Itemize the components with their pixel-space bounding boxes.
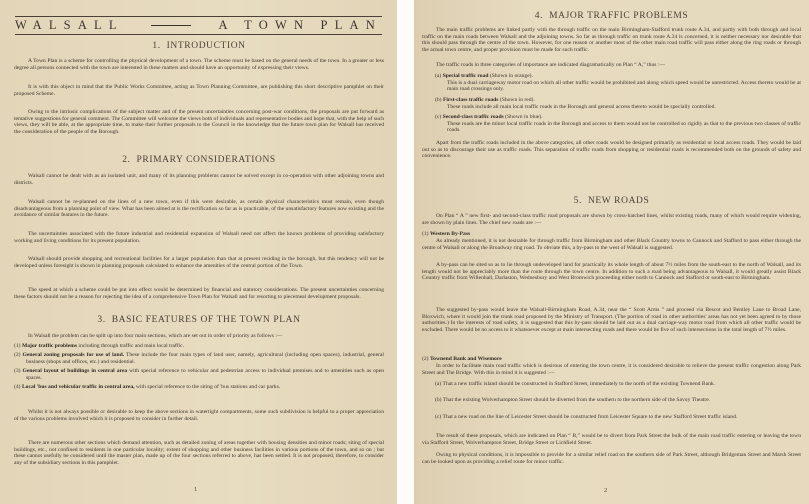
list-item: (3) General layout of buildings in central area with special reference to vehicular and pedestrian access to individual premises and to amenities such as open spaces. bbox=[14, 368, 384, 381]
section-primary-considerations bbox=[14, 155, 384, 165]
paragraph: A Town Plan is a scheme for controlling the physical development of a town. The scheme must be based on the general needs of the town. In a greater or less degree all persons connected with the town are interested in these matters and should have an opportunity of expressing their views. bbox=[14, 58, 384, 71]
section-new-roads bbox=[422, 196, 801, 206]
paragraph: In Walsall the problem can be split up into four main sections, which are set out in order of priority as follows :— bbox=[28, 333, 283, 339]
paragraph: Owing to physical conditions, it is impossible to provide for a similar relief road on the southern side of Park Street, although Bridgeman Street and Marsh Street can be looked upon as providing a relief route for minor traffic. bbox=[422, 452, 801, 465]
paragraph: Walsall should provide shopping and recreational facilities for a larger population than that at present residing in the borough, but this tendency will not be developed unless foresight is shown in planning proposals calculated to enhance the amenities of the central portion of the Town. bbox=[14, 256, 384, 269]
paragraph: The traffic roads in three categories of importance are indicated diagramatically on Plan “ A,” thus :— bbox=[436, 62, 665, 68]
list-item-first-class-roads: (b) First-class traffic roads (Shown in red). These roads include all main local traffic roads in the Borough and general access thereto would be specially controlled. bbox=[435, 97, 716, 110]
paragraph: The speed at which a scheme could be put into effect would be determined by financial and statutory considerations. The present uncertainties concerning these factors should not be a reason for rejecting the idea of a comprehensive Town Plan for Walsall and for resorting to piecemeal development proposals. bbox=[14, 287, 384, 300]
paragraph: In order to facilitate main road traffic which is desirous of entering the town centre, it is considered desirable to relieve the present traffic congestion along Park Street and The Bridge. With this in mind it is suggested :— bbox=[422, 363, 801, 376]
paragraph: The main traffic problems are linked partly with the through traffic on the main Birmingham-Stafford trunk route A.34, and partly with both through and local traffic on the main roads between Walsall and the adjoining towns. So far as through traffic on trunk route A.34 is concerned, it is neither necessary nor desirable that this should pass through the centre of the town. However, for one reason or another most of the other main road traffic will pass either along the ring roads or through the actual town centre, and proper provision must be made for such traffic. bbox=[422, 27, 801, 53]
page-1 bbox=[0, 0, 397, 504]
paragraph: Apart from the traffic roads included in the above categories, all other roads would be designed primarily as residential or local access roads. They would be laid out so as to discourage their use as traffic roads. This separation of traffic roads from shopping or residential roads is recommended both on the grounds of safety and convenience. bbox=[422, 140, 801, 160]
masthead-dash bbox=[151, 25, 191, 26]
page-number: 2 bbox=[604, 487, 608, 494]
section-heading: 3. BASIC FEATURES OF THE TOWN PLAN bbox=[97, 315, 301, 325]
list-item: (2) General zoning proposals for use of land. These include the four main types of land user, namely, agricultural (including open spaces), industrial, general business (shops and offices, etc.) and residential. bbox=[14, 352, 384, 365]
page-gutter bbox=[397, 0, 414, 504]
masthead bbox=[15, 16, 382, 35]
paragraph: It is with this object in mind that the Public Works Committee, acting as Town Planning Committee, are publishing this short descriptive pamphlet on their proposed Scheme. bbox=[14, 84, 384, 97]
paragraph: A by-pass can be sited so as to lie through undeveloped land for practically its whole length of about 7½ miles from the south-east to the north of Walsall, and its length would not be appreciably more than the route through the town centre. In addition to such a road being advantageous to Walsall, it would greatly assist Black Country traffic from Willenhall, Darlaston, Wednesbury and West Bromwich proceeding either north to Cannock and Stafford or south-east to Birmingham. bbox=[422, 262, 801, 282]
section-introduction bbox=[14, 41, 384, 51]
section-heading: 4. MAJOR TRAFFIC PROBLEMS bbox=[534, 11, 689, 21]
paragraph: Owing to the intrinsic complications of the subject matter and of the present uncertainties concerning post-war conditions, the proposals are put forward as tentative suggestions for general comment. The Committee will welcome the views both of individuals and representative bodies and hope that, with the help of such views, they will be able, at the appropriate time, to make their further proposals to the Council in the knowledge that the future town plan for Walsall has received the consideration of the people of the Borough. bbox=[14, 109, 384, 135]
subsection-heading: (1) Western By-Pass bbox=[422, 231, 471, 237]
list-item: (a) That a new traffic island should be constructed in Stafford Street, immediately to the north of the existing Townend Bank. bbox=[435, 381, 716, 387]
list-item: (b) That the existing Wolverhampton Street should be diverted from the southern to the northern side of the Savoy Theatre. bbox=[435, 397, 711, 403]
section-basic-features bbox=[14, 315, 384, 325]
list-item: (1) Major traffic problems including through traffic and main local traffic. bbox=[14, 343, 185, 349]
paragraph: On Plan “ A ” new first- and second-class traffic road proposals are shown by cross-hatched lines, whilst existing roads, many of which would require widening, are shown by plain lines. The chief new roads are :— bbox=[422, 213, 801, 226]
page-2 bbox=[414, 0, 809, 504]
paragraph: Walsall cannot be dealt with as an isolated unit, and many of its planning problems cannot be solved except in co-operation with other adjoining towns and districts. bbox=[14, 173, 384, 186]
paragraph: The uncertainties associated with the future industrial and residential expansion of Walsall need not affect the known problems of providing satisfactory working and living conditions for its present population. bbox=[14, 231, 384, 244]
paragraph: Walsall cannot be re-planned on the lines of a new town, even if this were desirable, as certain physical characteristics must remain, even though disadvantageous from a planning point of view. What has been aimed at is the rectification so far as is practicable, of the unsatisfactory features now existing and the avoidance of similar features in the future. bbox=[14, 199, 384, 219]
paragraph: The suggested by-pass would leave the Walsall-Birmingham Road, A.34, near the “ Scott Arms ” and proceed via Bescot and Bentley Lane to Broad Lane, Bloxwich, where it would join the trunk road proposed by the Ministry of Transport. (The portion of road in other authorities' areas has not yet been agreed to by those authorities.) In the interests of road safety, it is suggested that this by-pass should be laid out as a dual carriage-way motor road from which all other traffic would be excluded. There would be no access to it whatsoever except at main intersecting roads and there would be five of such intersections in the total length of 7½ miles. bbox=[422, 307, 801, 333]
page-number: 1 bbox=[194, 486, 198, 493]
section-heading: 2. PRIMARY CONSIDERATIONS bbox=[122, 155, 276, 165]
list-item-second-class-roads: (c) Second-class traffic roads (Shown in blue). These roads are the minor local traffic roads in the Borough and access to them would not be controlled so rigidly as that to the previous two classes of traffic roads. bbox=[435, 114, 801, 134]
section-major-traffic-problems bbox=[422, 11, 801, 21]
section-heading: 5. NEW ROADS bbox=[573, 196, 650, 206]
paragraph: As already mentioned, it is not desirable for through traffic from Birmingham and other Black Country towns to Cannock and Stafford to pass either through the centre of Walsall or along the Broadway ring road. To obviate this, a by-pass to the west of Walsall is suggested. bbox=[422, 238, 801, 251]
list-item: (4) Local 'bus and vehicular traffic in central area, with special reference to the siting of 'bus stations and car parks. bbox=[14, 384, 281, 390]
section-heading: 1. INTRODUCTION bbox=[152, 41, 246, 51]
paragraph: There are numerous other sections which demand attention, such as detailed zoning of areas together with housing densities and minor roads; siting of special buildings, etc., not confined to residents in one particular locality; extent of shopping and other business facilities in various portions of the town, and so on ; but these cannot usefully be considered until the master plan, made up of the four sections referred to above, has been settled. It is not proposed, therefore, to consider any of the subsidiary sections in this pamphlet. bbox=[14, 440, 384, 466]
subsection-heading: (2) Townend Bank and Wisemore bbox=[422, 356, 502, 362]
paragraph: Whilst it is not always possible or desirable to keep the above sections in watertight compartments, some such subdivision is helpful to a proper appreciation of the various problems involved which it is proposed to consider in further detail. bbox=[14, 409, 384, 422]
list-item: (c) That a new road on the line of Leicester Street should be constructed from Leicester Square to the new Stafford Street traffic island. bbox=[435, 414, 738, 420]
list-item-special-traffic-road: (a) Special traffic road (Shown in orange). This is a dual carriageway motor road on which all other traffic would be prohibited and along which speed would be unrestricted. Access thereto would be at main road crossings only. bbox=[435, 73, 801, 93]
paragraph: The result of these proposals, which are indicated on Plan “ B,” would be to divert from Park Street the bulk of the main road traffic entering or leaving the town via Stafford Street, Wolverhampton Street, Bridge Street or Lichfield Street. bbox=[422, 433, 801, 446]
masthead-left: WALSALL bbox=[15, 18, 124, 32]
masthead-right: A TOWN PLAN bbox=[218, 18, 382, 32]
